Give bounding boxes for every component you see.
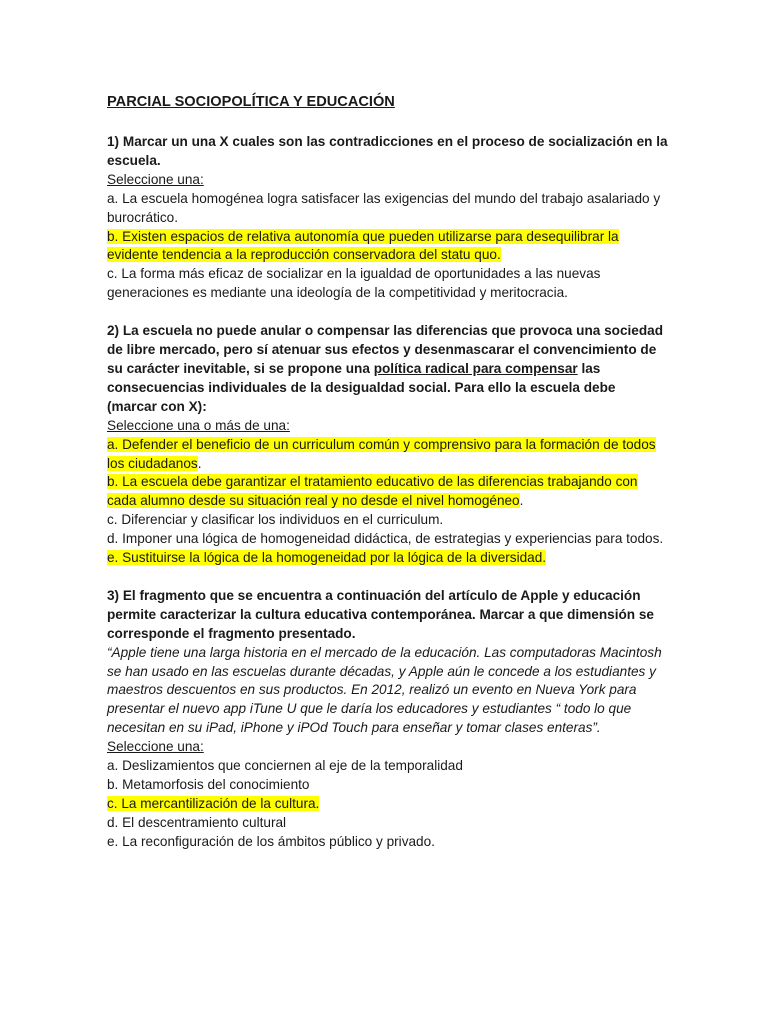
question-2-option-b: b. La escuela debe garantizar el tratamiento educativo de las diferencias trabajando con cada alumno desde su situación real y no desde el nivel homogéneo. bbox=[107, 474, 638, 509]
highlighted-answer: e. Sustituirse la lógica de la homogeneidad por la lógica de la diversidad. bbox=[107, 550, 547, 566]
highlighted-answer: c. La mercantilización de la cultura. bbox=[107, 795, 320, 811]
question-3-option-e: e. La reconfiguración de los ámbitos público y privado. bbox=[107, 833, 435, 849]
question-3-text: 3) El fragmento que se encuentra a continuación del artículo de Apple y educación permite caracterizar la cultura educativa contemporánea. Marcar a que dimensión se corresponde el fragmento presentado. bbox=[107, 587, 654, 641]
question-3-option-c bbox=[107, 795, 668, 814]
document-title: PARCIAL SOCIOPOLÍTICA Y EDUCACIÓN bbox=[107, 94, 395, 110]
question-3 bbox=[107, 587, 668, 852]
question-2-prompt: Seleccione una o más de una: bbox=[107, 417, 290, 433]
question-2 bbox=[107, 322, 668, 568]
question-1-text: 1) Marcar un una X cuales son las contradicciones en el proceso de socialización en la escuela. bbox=[107, 134, 668, 168]
question-3-option-d: d. El descentramiento cultural bbox=[107, 814, 287, 830]
question-2-option-e bbox=[107, 549, 668, 568]
question-3-quote: “Apple tiene una larga historia en el mercado de la educación. Las computadoras Macintosh se han usado en las escuelas durante décadas, y Apple aún le concede a los estudiantes y maestros descuentos en sus productos. En 2012, realizó un evento en Nueva York para presentar el nuevo app iTune U que le daría los educadores y estudiantes “ todo lo que necesitan en su iPad, iPhone y iPOd Touch para enseñar y tomar clases enteras”. bbox=[107, 644, 662, 736]
question-3-option-b: b. Metamorfosis del conocimiento bbox=[107, 777, 310, 792]
underlined-phrase: política radical para compensar bbox=[373, 360, 578, 376]
highlighted-answer: b. La escuela debe garantizar el tratamiento educativo de las diferencias trabajando con cada alumno desde su situación real y no desde el nivel homogéneo bbox=[107, 474, 638, 509]
question-2-option-d: d. Imponer una lógica de homogeneidad didáctica, de estrategias y experiencias para todos. bbox=[107, 531, 664, 547]
question-3-option-a: a. Deslizamientos que conciernen al eje de la temporalidad bbox=[107, 758, 463, 774]
highlighted-answer: a. Defender el beneficio de un curriculum común y comprensivo para la formación de todos los ciudadanos bbox=[107, 436, 656, 471]
question-1 bbox=[107, 133, 668, 303]
question-1-prompt: Seleccione una: bbox=[107, 171, 204, 187]
question-3-prompt: Seleccione una: bbox=[107, 739, 204, 755]
highlighted-answer: b. Existen espacios de relativa autonomía que pueden utilizarse para desequilibrar la evidente tendencia a la reproducción conservadora del statu quo. bbox=[107, 228, 619, 263]
question-1-option-a: a. La escuela homogénea logra satisfacer las exigencias del mundo del trabajo asalariado y burocrático. bbox=[107, 190, 661, 225]
question-2-option-c: c. Diferenciar y clasificar los individuos en el curriculum. bbox=[107, 512, 444, 528]
question-2-text: 2) La escuela no puede anular o compensar las diferencias que provoca una sociedad de libre mercado, pero sí atenuar sus efectos y desenmascarar el convencimiento de su carácter inevitable, si se propone una política radical para compensar las consecuencias individuales de la desigualdad social. Para ello la escuela debe (marcar con X): bbox=[107, 323, 664, 414]
question-1-option-c: c. La forma más eficaz de socializar en la igualdad de oportunidades a las nuevas generaciones es mediante una ideología de la competitividad y meritocracia. bbox=[107, 266, 601, 301]
question-1-option-b bbox=[107, 228, 668, 266]
question-2-option-a: a. Defender el beneficio de un curriculum común y comprensivo para la formación de todos los ciudadanos. bbox=[107, 436, 656, 471]
